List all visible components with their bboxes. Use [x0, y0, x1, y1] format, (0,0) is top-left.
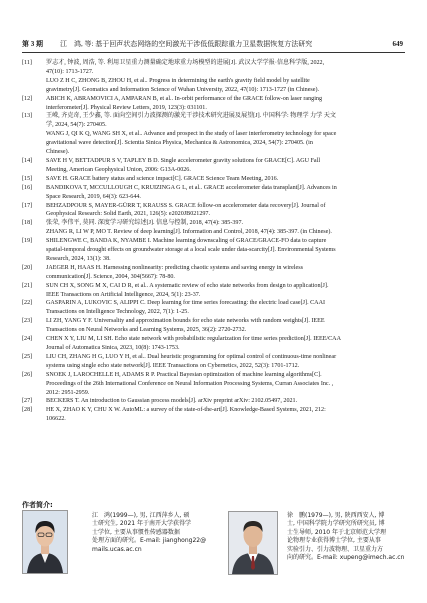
reference-line: LUO Z H C, ZHONG B, ZHOU H, et al.. Progress in determining the earth's gravity field model by satellite — [46, 77, 310, 84]
author-photo-2 — [228, 511, 278, 575]
reference-line: Space Research, 2019, 64(3): 623-644. — [46, 193, 141, 200]
reference-line: 张荣, 李伟平, 莫同. 深度学习研究综述[J]. 信息与控制, 2018, 47(4): 385-397. — [46, 220, 244, 227]
reference-entry — [22, 406, 403, 424]
bio-line: 江 鸿(1999—), 男, 江西萍乡人, 硕 — [92, 512, 190, 519]
reference-text — [46, 299, 403, 317]
reference-entry — [22, 299, 403, 317]
reference-line: systems using single echo state network[J]. IEEE Transactions on Cybernetics, 2022, 52(3): 1701-1712. — [46, 362, 300, 369]
reference-line: 学, 2024, 54(7): 270405. — [46, 122, 107, 129]
reference-entry — [22, 353, 403, 371]
reference-text — [46, 95, 403, 113]
reference-line: gravimetry[J]. Geomatics and Information Science of Wuhan University, 2022, 47(10): 1713-1727 (in Chinese). — [46, 86, 320, 93]
reference-entry — [22, 282, 403, 300]
reference-number: [11] — [22, 60, 32, 66]
bio-line: 向的研究。E-mail: xupeng@imech.ac.cn — [287, 554, 405, 562]
reference-entry — [22, 157, 403, 175]
reference-line: communication[J]. Science, 2004, 304(5667): 78-80. — [46, 273, 175, 280]
reference-number: [15] — [22, 175, 33, 182]
reference-number: [16] — [22, 184, 33, 191]
reference-number: [12] — [22, 95, 33, 102]
reference-entry — [22, 59, 403, 95]
reference-line: spatial-temporal drought effects on groundwater storage at a local scale under data-scarcity[J]. Environmental Systems — [46, 247, 336, 254]
reference-entry — [22, 237, 403, 264]
reference-line: 47(10): 1713-1727. — [46, 68, 94, 75]
reference-number: [14] — [22, 157, 33, 164]
reference-entry — [22, 95, 403, 113]
reference-line: gravitational wave detection[J]. Scientia Sinica Physica, Mechanica & Astronomica, 2024, 54(7): 270405. (in — [46, 140, 313, 147]
reference-text — [46, 317, 403, 335]
reference-number: [21] — [22, 282, 33, 289]
reference-entry — [22, 317, 403, 335]
bio-line: 处理方面的研究。E-mail: jianghong22@ — [92, 537, 207, 545]
reference-line: ZHANG R, LI W P, MO T. Review of deep learning[J]. Information and Control, 2018, 47(4): 385-397. (in Chinese). — [46, 229, 332, 236]
reference-text — [46, 59, 403, 95]
reference-number: [19] — [22, 238, 33, 245]
reference-entry — [22, 175, 403, 184]
reference-line: BECKERS T. An introduction to Gaussian process models[J]. arXiv preprint arXiv: 2102.05497, 2021. — [46, 398, 298, 405]
reference-line: 罗志才, 钟波, 周浩, 等. 利用卫星重力测量确定地球重力场模型的进展[J]. 武汉大学学报·信息科学版, 2022, — [46, 60, 325, 66]
reference-text — [46, 397, 403, 406]
reference-text — [46, 371, 403, 398]
reference-line: Proceedings of the 26th International Conference on Neural Information Processing Systems, Curran Associates Inc. , — [46, 380, 334, 387]
reference-line: IEEE Transactions on Artificial Intelligence, 2024, 5(1): 23-37. — [46, 291, 201, 298]
reference-number: [25] — [22, 353, 33, 360]
reference-text — [46, 353, 403, 371]
reference-text — [46, 157, 403, 175]
reference-text — [46, 335, 403, 353]
reference-number: [27] — [22, 398, 33, 405]
reference-number: [18] — [22, 220, 33, 227]
reference-line: WANG J, QI K Q, WANG SH X, et al.. Advance and prospect in the study of laser interferometry technology for space — [46, 131, 337, 138]
reference-line: BANDIKOVA T, MCCULLOUGH C, KRUIZINGA G L, et al.. GRACE accelerometer data transplant[J]. Advances in — [46, 184, 337, 191]
reference-line: 2012: 2951-2959. — [46, 389, 90, 396]
reference-line: SAVE H V, BETTADPUR S V, TAPLEY B D. Single accelerometer gravity solutions for GRACE[C]. AGU Fall — [46, 157, 321, 164]
header-rule — [22, 52, 405, 53]
reference-number: [20] — [22, 264, 33, 271]
reference-number: [23] — [22, 318, 33, 325]
reference-number: [13] — [22, 113, 33, 120]
reference-number: [22] — [22, 300, 33, 307]
reference-line: Meeting, American Geophysical Union, 2006: G13A-0026. — [46, 166, 191, 173]
reference-line: Research, 2024, 13(1): 38. — [46, 255, 111, 262]
author-portrait-2 — [229, 512, 277, 574]
reference-line: Transactions on Intelligence Technology, 2022, 7(1): 1-25. — [46, 309, 189, 316]
reference-line: 106622. — [46, 416, 66, 423]
reference-text — [46, 237, 403, 264]
bio-line: 徐 鹏(1979—), 男, 陕西西安人, 博 — [287, 512, 385, 519]
reference-entry — [22, 202, 403, 220]
authors-heading: 作者简介: — [22, 501, 53, 509]
reference-line: SHILENGWE C, BANDA K, NYAMBE I. Machine learning downscaling of GRACE/GRACE-FO data to capture — [46, 238, 327, 245]
bio-line: 论物理专业获得博士学位, 主要从事 — [287, 537, 381, 545]
reference-line: GASPARIN A, LUKOVIC S, ALIPPI C. Deep learning for time series forecasting: the electric load case[J]. CAAI — [46, 300, 326, 307]
bio-line: 实验引力、引力波物理、卫星重力方 — [287, 545, 384, 553]
bio-line: 士生导师, 2010 年于北京师范大学理 — [287, 528, 386, 536]
bio-line: 士研究生, 2021 年于南开大学获得学 — [92, 520, 191, 528]
reference-entry — [22, 184, 403, 202]
reference-text — [46, 264, 403, 282]
reference-line: 王嵘, 齐克奇, 王少鑫, 等. 面向空间引力波探测的激光干涉技术研究进展及展望[J]. 中国科学: 物理学 力学 天文 — [46, 113, 336, 120]
bio-line: 士, 中国科学院力学研究所研究员, 博 — [287, 520, 385, 528]
reference-entry — [22, 264, 403, 282]
reference-list — [22, 59, 403, 424]
reference-text — [46, 202, 403, 220]
page-number: 649 — [392, 40, 403, 48]
reference-entry — [22, 219, 403, 237]
bio-line: 士学位, 主要从事惯性传感器数据 — [92, 528, 180, 536]
author-bio-2 — [287, 512, 405, 562]
reference-line: SUN CH X, SONG M X, CAI D R, et al.. A systematic review of echo state networks from design to application[J]. — [46, 282, 329, 289]
running-title: 江 鸿, 等: 基于回声状态网络的空间激光干涉低低跟踪重力卫星数据恢复方法研究 — [60, 40, 313, 48]
reference-line: BEHZADPOUR S, MAYER-GÜRR T, KRAUSS S. GRACE follow-on accelerometer data recovery[J]. Journal of — [46, 202, 326, 209]
reference-text — [46, 282, 403, 300]
reference-number: [17] — [22, 202, 33, 209]
reference-line: Geophysical Research: Solid Earth, 2021, 126(5): e2020JB021297. — [46, 211, 210, 218]
reference-line: ABICH K, ABRAMOVICI A, AMPARAN B, et al.. In-orbit performance of the GRACE follow-on laser ranging — [46, 95, 322, 102]
reference-line: SAVE H. GRACE battery status and science impact[C]. GRACE Science Team Meeting, 2016. — [46, 175, 279, 182]
reference-line: Transactions on Neural Networks and Learning Systems, 2025, 36(2): 2720-2732. — [46, 327, 247, 334]
reference-text — [46, 175, 403, 184]
author-portrait-1 — [23, 511, 67, 573]
reference-line: LIU CH, ZHANG H G, LUO Y H, et al.. Dual heuristic programming for optimal control of continuous-time nonlinear — [46, 353, 337, 360]
reference-entry — [22, 397, 403, 406]
author-photo-1 — [22, 510, 68, 574]
reference-text — [46, 112, 403, 157]
reference-text — [46, 219, 403, 237]
reference-line: HE X, ZHAO K Y, CHU X W. AutoML: a survey of the state-of-the-art[J]. Knowledge-Based Systems, 2021, 212: — [46, 407, 326, 414]
reference-number: [26] — [22, 371, 33, 378]
reference-line: Journal of Automatica Sinica, 2023, 10(8): 1743-1753. — [46, 345, 180, 351]
reference-line: interferometer[J]. Physical Review Letters, 2019, 123(3): 031101. — [46, 104, 207, 111]
reference-entry — [22, 335, 403, 353]
running-header — [22, 38, 405, 50]
author-bio-1 — [92, 512, 210, 554]
reference-entry — [22, 371, 403, 398]
reference-line: Chinese). — [46, 149, 70, 156]
bio-line: mails.ucas.ac.cn — [92, 545, 142, 553]
reference-number: [24] — [22, 336, 33, 343]
reference-text — [46, 184, 403, 202]
reference-line: JAEGER H, HAAS H. Harnessing nonlinearity: predicting chaotic systems and saving energy in wireless — [46, 264, 303, 271]
issue-number: 第 3 期 — [22, 40, 43, 48]
reference-line: LI ZH, YANG Y F. Universality and approximation bounds for echo state networks with random weights[J]. IEEE — [46, 318, 325, 325]
reference-number: [28] — [22, 407, 33, 414]
reference-text — [46, 406, 403, 424]
reference-line: CHEN X Y, LIU M, LI SH. Echo state network with probabilistic regularization for time series prediction[J]. IEEE/CAA — [46, 336, 341, 343]
reference-line: SNOEK J, LAROCHELLE H, ADAMS R P. Practical Bayesian optimization of machine learning algorithms[C]. — [46, 371, 322, 378]
reference-entry — [22, 112, 403, 157]
